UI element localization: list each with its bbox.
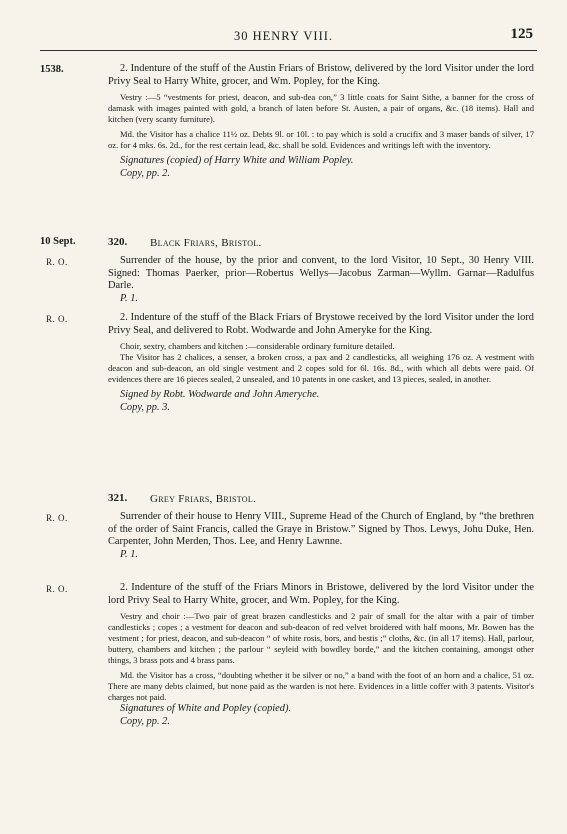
margin-ro: R. O. bbox=[46, 513, 68, 523]
margin-year: 1538. bbox=[40, 64, 64, 75]
margin-date: 10 Sept. bbox=[40, 236, 76, 247]
entry-copy-note: Copy, pp. 2. bbox=[120, 167, 170, 179]
page-number: 125 bbox=[510, 26, 533, 42]
entry-detail: Md. the Visitor has a cross, “doubting whether it be silver or no,” a band with the foot of an horn and a chalice, 51 oz. There are many debts claimed, but none paid as the warden is not here. Evidences in a little coffer with 3 patents. Visitor's charges not paid. bbox=[108, 670, 534, 703]
entry-black-friars-indenture bbox=[108, 312, 534, 414]
document-title: Grey Friars, Bristol. bbox=[150, 493, 257, 505]
entry-copy-note: P. 1. bbox=[120, 548, 138, 560]
entry-signatures: Signed by Robt. Wodwarde and John Ameryche. bbox=[120, 389, 320, 401]
entry-grey-friars-indenture bbox=[108, 582, 534, 728]
entry-paragraph: 2. Indenture of the stuff of the Austin Friars of Bristow, delivered by the lord Visitor under the lord Privy Seal to Harry White, grocer, and Wm. Popley, for the King. bbox=[108, 63, 534, 87]
entry-copy-note: Copy, pp. 2. bbox=[120, 715, 170, 727]
entry-austin-friars-indenture bbox=[108, 63, 534, 180]
entry-detail: Choir, sextry, chambers and kitchen :—considerable ordinary furniture detailed. bbox=[120, 341, 395, 352]
document-number: 321. bbox=[108, 492, 128, 504]
margin-ro: R. O. bbox=[46, 257, 68, 267]
entry-detail: Vestry :—5 “vestments for priest, deacon, and sub-dea con,” 3 little coats for Saint Sithe, a banner for the cross of damask with images painted with gold, a branch of laten before St. Austen, a pair of organs, &c. (18 items). Hall and kitchen (very scanty furniture). bbox=[108, 92, 534, 125]
document-title: Black Friars, Bristol. bbox=[150, 237, 262, 249]
entry-paragraph: Surrender of their house to Henry VIII., Supreme Head of the Church of England, by “the brethren of the order of Saint Francis, called the Graye in Bristow.” Signed by Thos. Lewys, Johu Duke, Hen. Carpenter, John Merden, Thos. Lee, and Henry Lawnne. bbox=[108, 511, 534, 548]
margin-ro: R. O. bbox=[46, 314, 68, 324]
page-header bbox=[0, 26, 567, 48]
entry-grey-friars-surrender bbox=[108, 511, 534, 561]
running-head: 30 HENRY VIII. bbox=[233, 29, 334, 43]
entry-signatures: Signatures of White and Popley (copied). bbox=[120, 703, 292, 715]
document-number: 320. bbox=[108, 236, 128, 248]
entry-paragraph: 2. Indenture of the stuff of the Friars Minors in Bristowe, delivered by the lord Visitor under the lord Privy Seal to Harry White, grocer, and Wm. Popley, for the King. bbox=[108, 582, 534, 606]
header-rule bbox=[40, 50, 537, 51]
entry-copy-note: P. 1. bbox=[120, 292, 138, 304]
entry-copy-note: Copy, pp. 3. bbox=[120, 401, 170, 413]
entry-detail: The Visitor has 2 chalices, a senser, a broken cross, a pax and 2 candlesticks, all weighing 176 oz. A vestment with deacon and sub-deacon, an old single vestment and 2 copes sold for 6l. 16s. 8d., with which all debts were paid. Of evidences there are 16 pieces sealed, 2 unsealed, and 10 patents in one casket, and 13 pieces, sealed, in another. bbox=[108, 352, 534, 385]
entry-black-friars-surrender bbox=[108, 255, 534, 305]
margin-ro: R. O. bbox=[46, 584, 68, 594]
entry-signatures: Signatures (copied) of Harry White and William Popley. bbox=[120, 155, 354, 167]
entry-detail: Md. the Visitor has a chalice 11½ oz. Debts 9l. or 10l. : to pay which is sold a crucifix and 3 maser bands of silver, 17 oz. for 4 mks. 6s. 2d., for the rest certain lead, &c. shall be sold. Evidences and writings left with the inventory. bbox=[108, 129, 534, 151]
entry-paragraph: 2. Indenture of the stuff of the Black Friars of Brystowe received by the lord Visitor under the lord Privy Seal, and delivered to Robt. Wodwarde and John Ameryke for the King. bbox=[108, 312, 534, 336]
entry-detail: Vestry and choir :—Two pair of great brazen candlesticks and 2 pair of small for the altar with a pair of timber candlesticks ; copes ; a vestment for deacon and sub-deacon of red velvet broidered with half moons, Mr. Bowen has the vestment ; for priest, deacon, and sub-deacon “ of white rosis, bors, and bestis ;” cloths, &c. (in all 17 items). Hall, parlour, buttery, chambers and kitchen ; the parlour “ seyleid with bowdley borde,” and the kitchen containing, amongst other things, 3 brass pots and 4 brass pans. bbox=[108, 611, 534, 666]
entry-paragraph: Surrender of the house, by the prior and convent, to the lord Visitor, 10 Sept., 30 Henry VIII. Signed: Thomas Paerker, prior—Robertus Wellys—Jacobus Zarman—Wyllm. Garnar—Radulfus Darle. bbox=[108, 255, 534, 292]
